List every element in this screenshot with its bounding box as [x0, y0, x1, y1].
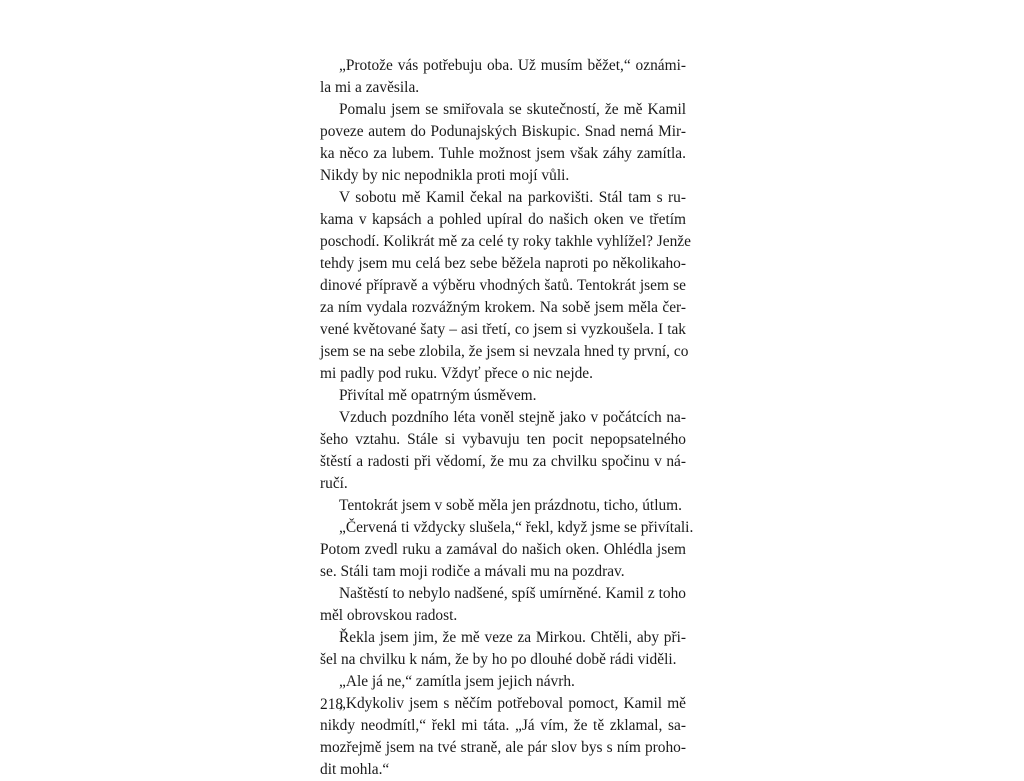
text-line: se. Stáli tam moji rodiče a mávali mu na pozdrav. — [320, 563, 625, 580]
paragraph — [320, 495, 686, 517]
text-line: „Kdykoliv jsem s něčím potřeboval pomoct, Kamil mě — [339, 695, 686, 712]
page-number: 218 — [320, 696, 344, 713]
text-line: Tentokrát jsem v sobě měla jen prázdnotu, ticho, útlum. — [339, 497, 682, 514]
text-line: Vzduch pozdního léta voněl stejně jako v počátcích na- — [339, 409, 686, 426]
text-line: poveze autem do Podunajských Biskupic. Snad nemá Mir- — [320, 123, 686, 140]
text-line: měl obrovskou radost. — [320, 607, 458, 624]
paragraph — [320, 627, 686, 671]
text-line: poschodí. Kolikrát mě za celé ty roky takhle vyhlížel? Jenže — [320, 233, 691, 250]
text-line: Pomalu jsem se smiřovala se skutečností, že mě Kamil — [339, 101, 686, 118]
text-line: vené květované šaty – asi třetí, co jsem si vyzkoušela. I tak — [320, 321, 686, 338]
text-line: ka něco za lubem. Tuhle možnost jsem však záhy zamítla. — [320, 145, 686, 162]
paragraph — [320, 671, 686, 693]
text-line: štěstí a radosti při vědomí, že mu za chvilku spočinu v ná- — [320, 453, 686, 470]
paragraph — [320, 583, 686, 627]
text-line: Přivítal mě opatrným úsměvem. — [339, 387, 537, 404]
text-line: šeho vztahu. Stále si vybavuju ten pocit nepopsatelného — [320, 431, 686, 448]
text-line: mi padly pod ruku. Vždyť přece o nic nejde. — [320, 365, 593, 382]
paragraph — [320, 99, 686, 187]
text-line: šel na chvilku k nám, že by ho po dlouhé době rádi viděli. — [320, 651, 677, 668]
text-line: Řekla jsem jim, že mě veze za Mirkou. Chtěli, aby při- — [339, 629, 686, 646]
paragraph — [320, 407, 686, 495]
text-line: „Protože vás potřebuju oba. Už musím běžet,“ oznámi- — [339, 57, 686, 74]
text-line: Naštěstí to nebylo nadšené, spíš umírněné. Kamil z toho — [339, 585, 686, 602]
text-line: ručí. — [320, 475, 348, 492]
text-line: „Červená ti vždycky slušela,“ řekl, když jsme se přivítali. — [339, 519, 694, 536]
text-line: „Ale já ne,“ zamítla jsem jejich návrh. — [339, 673, 575, 690]
book-page-text — [320, 55, 694, 781]
text-line: la mi a zavěsila. — [320, 79, 420, 96]
text-line: dinové přípravě a výběru vhodných šatů. Tentokrát jsem se — [320, 277, 686, 294]
text-line: nikdy neodmítl,“ řekl mi táta. „Já vím, že tě zklamal, sa- — [320, 717, 686, 734]
text-line: dit mohla.“ — [320, 761, 390, 778]
text-line: Nikdy by nic nepodnikla proti mojí vůli. — [320, 167, 570, 184]
text-line: jsem se na sebe zlobila, že jsem si nevzala hned ty první, co — [320, 343, 689, 360]
text-line: tehdy jsem mu celá bez sebe běžela naproti po několikaho- — [320, 255, 686, 272]
paragraph — [320, 385, 686, 407]
text-line: Potom zvedl ruku a zamával do našich oken. Ohlédla jsem — [320, 541, 686, 558]
paragraph — [320, 187, 691, 385]
text-line: kama v kapsách a pohled upíral do našich oken ve třetím — [320, 211, 686, 228]
text-line: mozřejmě jsem na tvé straně, ale pár slov bys s ním proho- — [320, 739, 686, 756]
text-line: za ním vydala rozvážným krokem. Na sobě jsem měla čer- — [320, 299, 686, 316]
paragraph — [320, 517, 694, 583]
paragraph — [320, 55, 686, 99]
text-line: V sobotu mě Kamil čekal na parkovišti. Stál tam s ru- — [339, 189, 686, 206]
